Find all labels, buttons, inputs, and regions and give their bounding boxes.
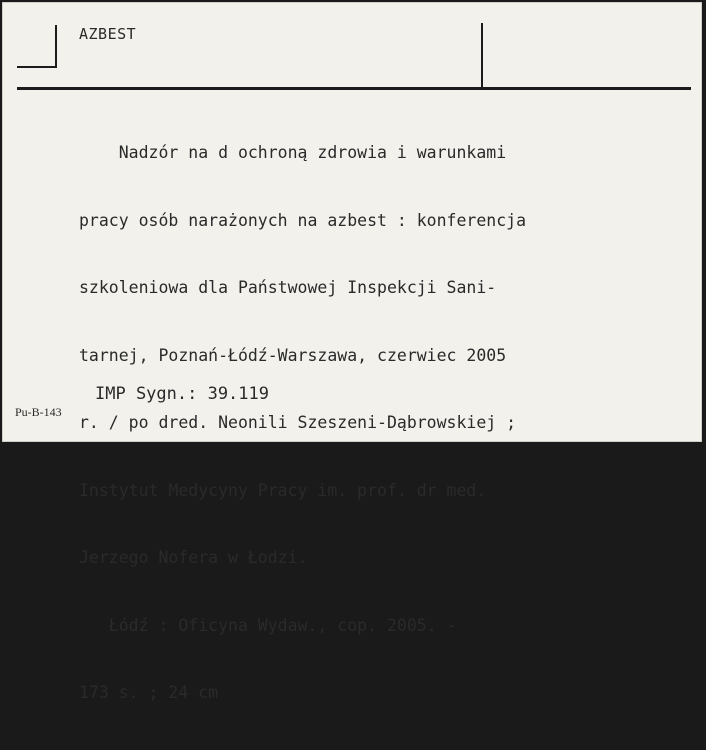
catalog-card xyxy=(2,2,702,702)
description-line: Nadzór na d ochroną zdrowia i warunkami xyxy=(79,143,507,162)
description-line: pracy osób narażonych na azbest : konferencja xyxy=(79,210,527,230)
inventory-stamp: Pu-B-143 xyxy=(15,405,62,419)
header-rule xyxy=(17,87,691,90)
subject-heading: AZBEST xyxy=(79,25,137,43)
corner-mark-horizontal xyxy=(17,66,57,68)
description-line: Łódź : Oficyna Wydaw., cop. 2005. - xyxy=(79,615,457,635)
description-line: tarnej, Poznań-Łódź-Warszawa, czerwiec 2005 xyxy=(79,345,507,365)
description-line: 173 s. ; 24 cm xyxy=(79,683,219,702)
description-line: Instytut Medycyny Pracy im. prof. dr med. xyxy=(79,480,487,500)
description-line: szkoleniowa dla Państwowej Inspekcji Sani- xyxy=(79,278,497,297)
description-line: Jerzego Nofera w Łodzi. xyxy=(79,548,308,567)
description-line: r. / po dred. Neonili Szeszeni-Dąbrowskiej ; xyxy=(79,413,517,432)
corner-mark-vertical xyxy=(55,25,57,68)
bibliographic-description xyxy=(79,97,689,750)
ink-smudge xyxy=(95,427,175,437)
call-number: IMP Sygn.: 39.119 xyxy=(95,384,269,404)
header-divider-vertical xyxy=(481,23,483,87)
